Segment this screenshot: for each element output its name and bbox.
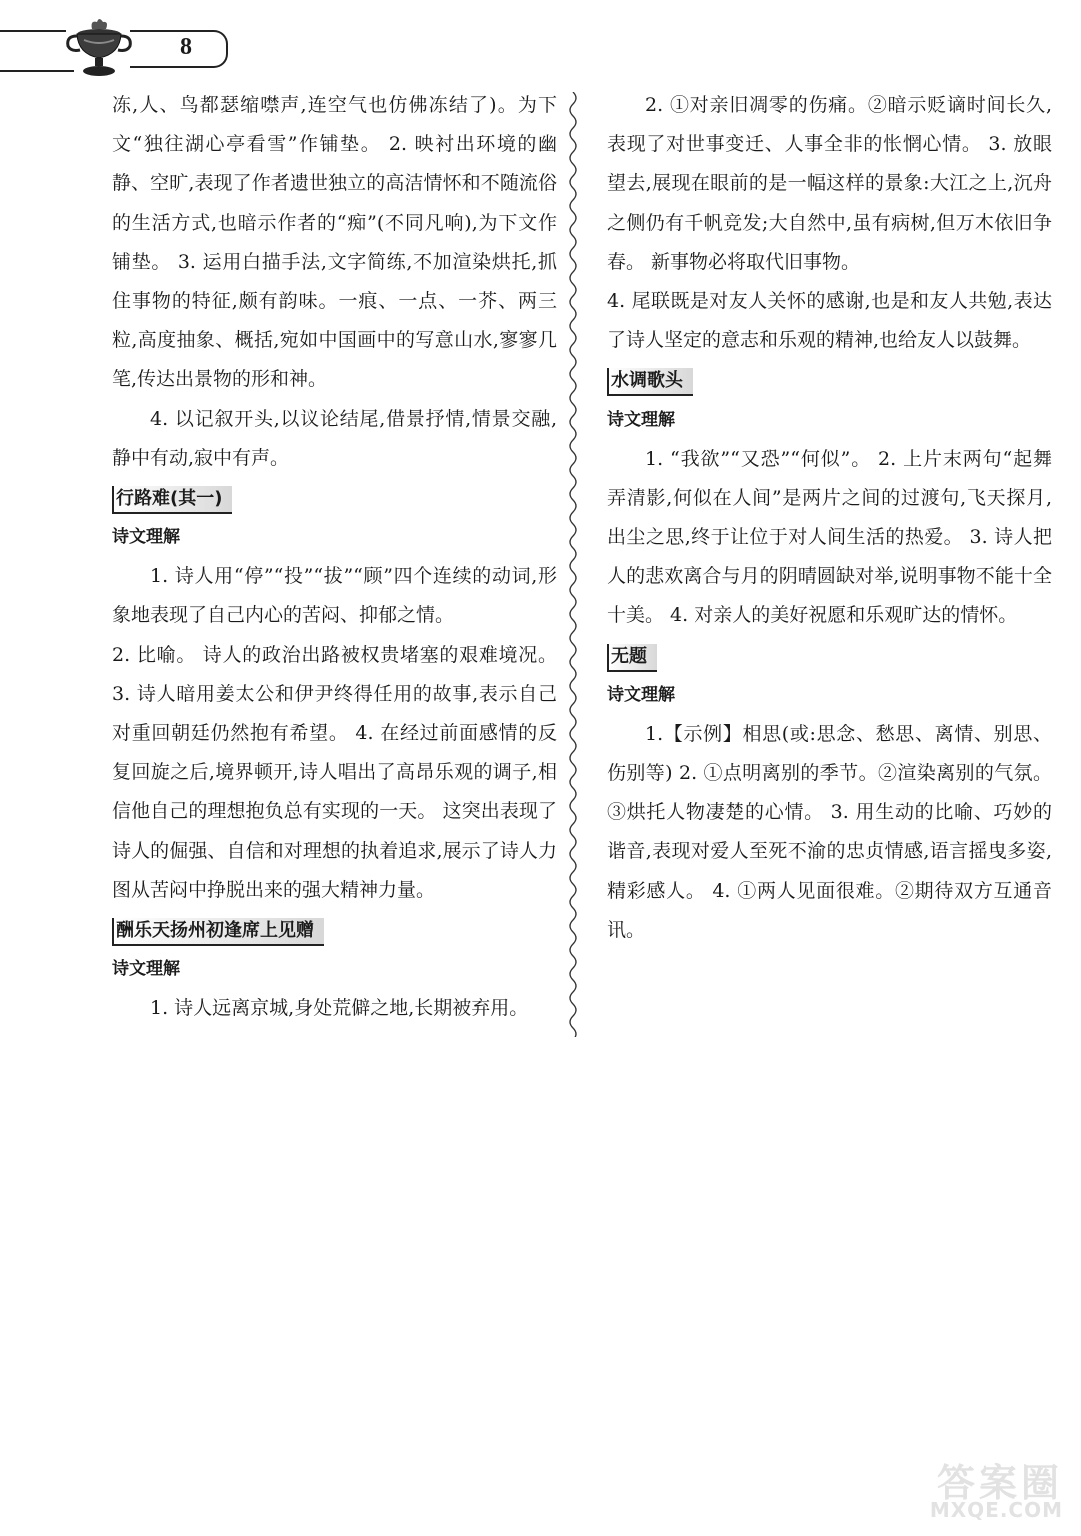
subsection-title: 诗文理解 [607,684,675,705]
answer-paragraph: 2. ①对亲旧凋零的伤痛。②暗示贬谪时间长久,表现了对世事变迁、人事全非的怅惘心情。 3. 放眼望去,展现在眼前的是一幅这样的景象:大江之上,沉舟之侧仍有千帆竞发;大自然中,虽有病树,但万木依旧争春。 新事物必将取代旧事物。 [607,94,1052,273]
trophy-cup-icon [64,12,134,78]
page-header [0,0,260,90]
subsection-title: 诗文理解 [112,527,180,548]
watermark-url: MXQE.COM [929,1498,1063,1522]
section-title: 水调歌头 [607,368,693,396]
answer-paragraph: 冻,人、鸟都瑟缩噤声,连空气也仿佛冻结了)。为下文“独往湖心亭看雪”作铺垫。 2. 映衬出环境的幽静、空旷,表现了作者遗世独立的高洁情怀和不随流俗的生活方式,也暗示作者的“痴”(不同凡响),为下文作铺垫。 3. 运用白描手法,文字简练,不加渲染烘托,抓住事物的特征,颇有韵味。一痕、一点、一芥、两三粒,高度抽象、概括,宛如中国画中的写意山水,寥寥几笔,传达出景物的形和神。 [112,94,557,391]
section-title: 酬乐天扬州初逢席上见赠 [112,918,324,946]
answer-paragraph: 4. 以记叙开头,以议论结尾,借景抒情,情景交融,静中有动,寂中有声。 [112,407,557,469]
wavy-column-divider [565,92,581,1037]
answer-paragraph: 1.【示例】相思(或:思念、愁思、离情、别思、伤别等) 2. ①点明离别的季节。②渲染离别的气氛。③烘托人物凄楚的心情。 3. 用生动的比喻、巧妙的谐音,表现对爱人至死不渝的忠贞情感,语言摇曳多姿,精彩感人。 4. ①两人见面很难。②期待双方互通音讯。 [607,722,1052,941]
answer-paragraph: 1. “我欲”“又恐”“何似”。 2. 上片末两句“起舞弄清影,何似在人间”是两片之间的过渡句,飞天探月,出尘之思,终于让位于对人间生活的热爱。 3. 诗人把人的悲欢离合与月的阴晴圆缺对举,说明事物不能十全十美。 4. 对亲人的美好祝愿和乐观旷达的情怀。 [607,447,1052,627]
section-title-row [112,478,557,518]
watermark-logo-text: 答案圈 [936,1461,1063,1505]
right-column [607,86,1052,950]
subsection-title: 诗文理解 [607,409,675,430]
answer-paragraph: 1. 诗人远离京城,身处荒僻之地,长期被弃用。 [150,997,529,1020]
section-title-row [112,910,557,950]
header-rule-bottom [0,70,74,72]
answer-paragraph: 4. 尾联既是对友人关怀的感谢,也是和友人共勉,表达了诗人坚定的意志和乐观的精神,也给友人以鼓舞。 [607,290,1052,352]
watermark [873,1452,1063,1522]
header-rule-top [0,30,66,32]
answer-paragraph: 1. 诗人用“停”“投”“拔”“顾”四个连续的动词,形象地表现了自己内心的苦闷、抑郁之情。 [112,565,557,627]
page-number: 8 [180,34,192,60]
section-title: 无题 [607,644,657,672]
left-column [112,86,557,1028]
section-title: 行路难(其一) [112,486,232,514]
page-number-box [130,30,228,68]
section-title-row [607,636,1052,676]
subsection-title: 诗文理解 [112,959,180,980]
answer-paragraph: 2. 比喻。 诗人的政治出路被权贵堵塞的艰难境况。 3. 诗人暗用姜太公和伊尹终得任用的故事,表示自己对重回朝廷仍然抱有希望。 4. 在经过前面感情的反复回旋之后,境界顿开,诗人唱出了高昂乐观的调子,相信他自己的理想抱负总有实现的一天。 这突出表现了诗人的倔强、自信和对理想的执着追求,展示了诗人力图从苦闷中挣脱出来的强大精神力量。 [112,643,557,901]
section-title-row [607,360,1052,400]
